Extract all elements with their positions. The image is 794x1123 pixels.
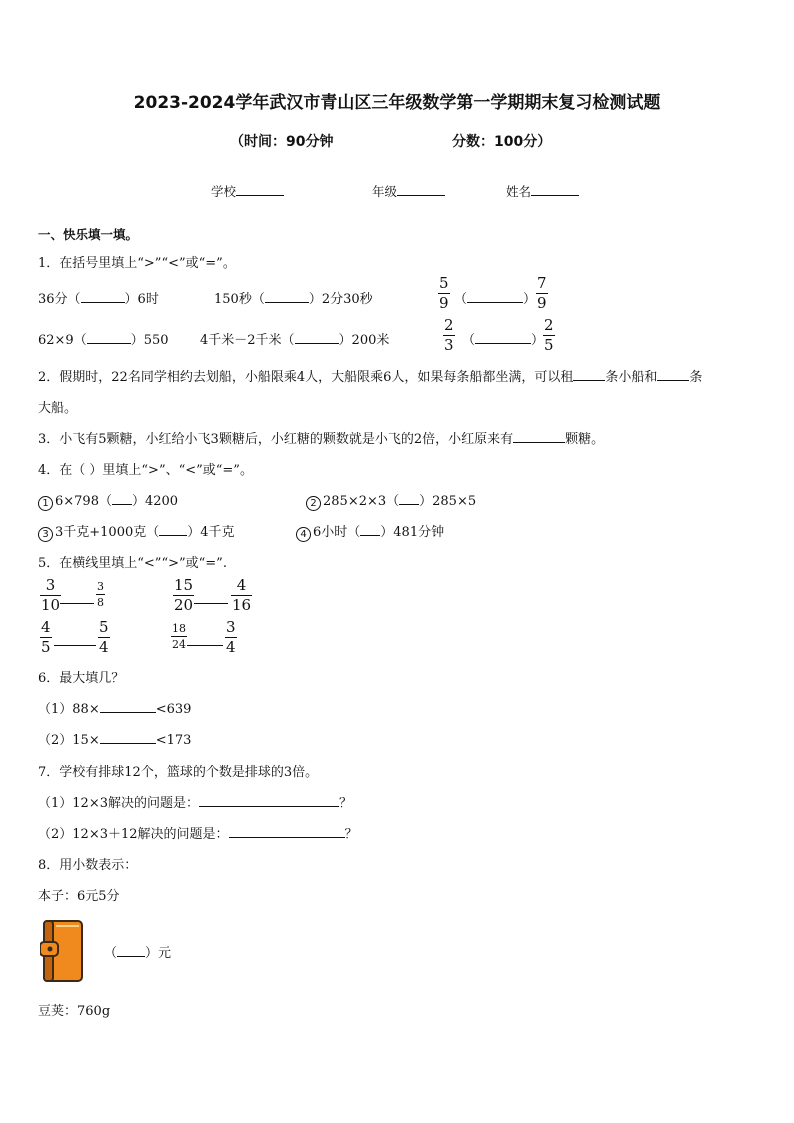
q2-text-1: 2．假期时，22名同学相约去划船，小船限乘4人，大船限乘6人，如果每条船都坐满，可以租 [38,370,574,385]
q4-item-right: ）285×5 [419,494,477,509]
q6-item-1 [38,698,191,717]
fraction: 2 3 [444,316,454,354]
q1-row1-a [38,288,159,307]
exam-time: （时间：90分钟 [230,134,334,150]
q5-stem: 5．在横线里填上“<”“>”或“=”. [38,556,227,571]
q1-r1a-left: 36分（ [38,292,81,307]
q1-row1-b [214,288,373,307]
q4-item-right: ）4千克 [187,525,235,540]
school-field [211,182,284,200]
q1-compare-2 [462,329,544,348]
q4-item-right: ）481分钟 [380,525,445,540]
q1-stem: 1．在括号里填上“>”“<”或“=”。 [38,256,236,271]
answer-line [60,603,94,604]
answer-line [194,603,228,604]
open-paren: （ [454,292,468,307]
fraction: 4 5 [41,618,51,656]
close-paren: ） [523,292,537,307]
name-field [506,182,579,200]
fraction: 2 5 [544,316,554,354]
q2-line2: 大船。 [38,401,78,416]
q1-r2b-left: 4千米－2千米（ [200,333,295,348]
q7-b-text: （2）12×3＋12解决的问题是： [38,827,229,842]
answer-line [187,645,223,646]
q3-text-1: 3．小飞有5颗糖，小红给小飞3颗糖后，小红糖的颗数就是小飞的2倍，小红原来有 [38,432,514,447]
q2-text-2: 条小船和 [605,370,658,385]
open-paren: （ [104,946,118,961]
fraction: 4 16 [232,576,252,614]
q7-item-2 [38,823,358,842]
fraction: 3 8 [97,580,104,609]
exam-score: 分数：100分） [452,134,552,150]
q1-r1a-right: ）6时 [124,292,159,307]
circled-number: 3 [38,527,53,542]
circled-number: 1 [38,496,53,511]
fraction: 3 10 [41,576,61,614]
q7-stem: 7．学校有排球12个，篮球的个数是排球的3倍。 [38,765,319,780]
q4-item [306,490,476,511]
q8-answer [104,942,171,961]
open-paren: （ [462,333,476,348]
q4-item [296,521,444,542]
q4-item-left: 3千克+1000克（ [55,525,160,540]
q1-r2a-right: ）550 [130,333,169,348]
fraction: 18 24 [172,622,186,651]
grade-field [372,182,445,200]
q6-a-left: （1）88× [38,702,100,717]
q1-r2a-left: 62×9（ [38,333,87,348]
notebook-icon [40,918,86,984]
q7-b-qmark: ？ [344,827,358,842]
school-label: 学校 [211,184,237,199]
q6-item-2 [38,729,191,748]
q1-r1b-left: 150秒（ [214,292,265,307]
q6-b-right: <173 [155,733,192,748]
q4-item-right: ）4200 [131,494,179,509]
fraction: 5 9 [439,274,449,312]
fraction: 3 4 [226,618,236,656]
q8-stem: 8．用小数表示： [38,858,138,873]
yuan-unit: ）元 [145,946,172,961]
q1-row2-b [200,329,389,348]
q4-item [38,521,235,542]
q4-item-left: 6小时（ [313,525,361,540]
q7-item-1 [38,792,352,811]
close-paren: ） [531,333,545,348]
fraction: 5 4 [99,618,109,656]
q2-text-3: 条 [689,370,703,385]
grade-label: 年级 [372,184,398,199]
q1-compare-1 [454,288,536,307]
q4-item [38,490,178,511]
circled-number: 2 [306,496,321,511]
answer-line [54,645,96,646]
fraction: 7 9 [537,274,547,312]
q7-a-qmark: ？ [338,796,352,811]
q1-r2b-right: ）200米 [338,333,390,348]
page-title: 2023-2024学年武汉市青山区三年级数学第一学期期末复习检测试题 [133,93,661,113]
q2-line1 [38,366,702,385]
q3-text-2: 颗糖。 [565,432,605,447]
q4-item-left: 6×798（ [55,494,112,509]
section-heading: 一、快乐填一填。 [38,227,139,242]
q8-beans-label: 豆荚：760g [38,1004,111,1019]
q3-line [38,428,604,447]
q6-b-left: （2）15× [38,733,100,748]
q4-item-left: 285×2×3（ [323,494,400,509]
circled-number: 4 [296,527,311,542]
q6-stem: 6．最大填几？ [38,671,125,686]
q1-r1b-right: ）2分30秒 [308,292,373,307]
q7-a-text: （1）12×3解决的问题是： [38,796,199,811]
q8-book-label: 本子：6元5分 [38,889,120,904]
q6-a-right: <639 [155,702,192,717]
name-label: 姓名 [506,184,532,199]
fraction: 15 20 [174,576,194,614]
q1-row2-a [38,329,169,348]
q4-stem: 4．在（ ）里填上“>”、“<”或“=”。 [38,463,253,478]
